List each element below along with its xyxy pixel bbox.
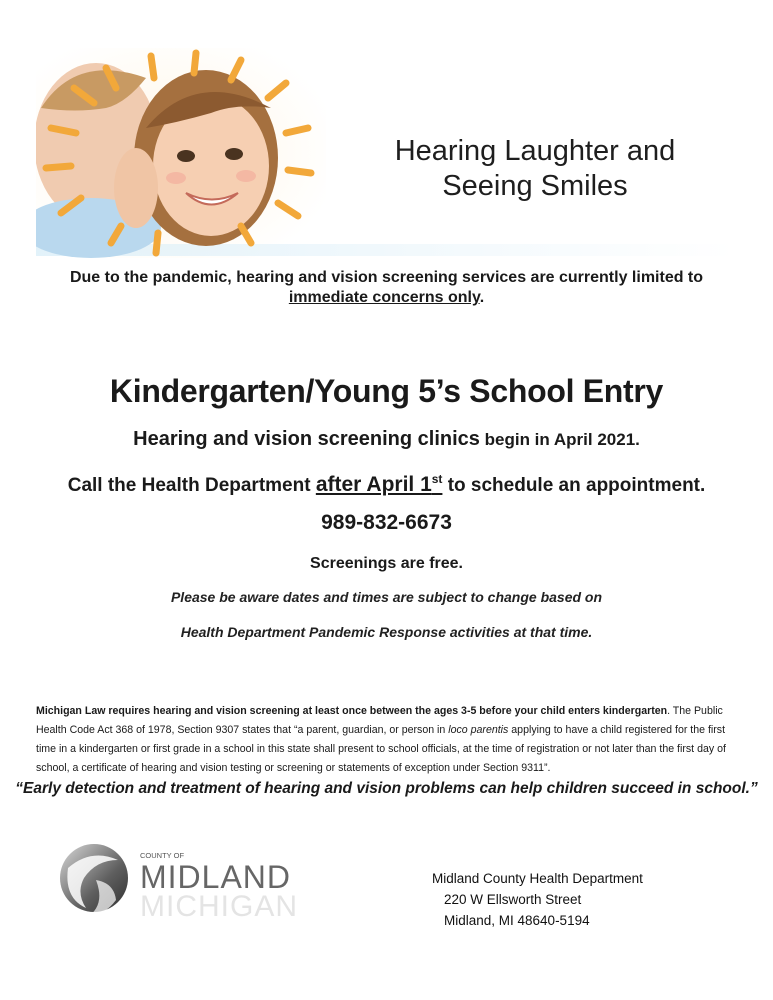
screenings-free: Screenings are free. xyxy=(310,555,463,572)
hero-title-line2: Seeing Smiles xyxy=(442,170,628,202)
phone-number: 989-832-6673 xyxy=(321,511,452,534)
logo-midland: MIDLAND xyxy=(140,859,292,895)
pandemic-notice xyxy=(40,268,733,308)
hero-title xyxy=(330,134,740,204)
michigan-law-paragraph xyxy=(36,702,738,778)
program-title: Kindergarten/Young 5’s School Entry xyxy=(109,373,664,409)
clinics-bold: Hearing and vision screening clinics xyxy=(133,428,480,450)
change-note-line1: Please be aware dates and times are subject to change based on xyxy=(170,589,603,605)
pandemic-emphasis: immediate concerns only xyxy=(288,289,480,306)
address-street: 220 W Ellsworth Street xyxy=(444,892,582,907)
early-detection-quote: “Early detection and treatment of hearing and vision problems can help children succeed in school.” xyxy=(15,780,758,797)
law-italic: loco parentis xyxy=(448,724,509,736)
pandemic-text: Due to the pandemic, hearing and vision screening services are currently limited to xyxy=(69,269,704,286)
law-bold-intro: Michigan Law requires hearing and vision screening at least once between the ages 3-5 before your child enters kindergarten xyxy=(36,705,668,717)
swirl-emblem-icon xyxy=(60,844,128,918)
call-date-suffix: st xyxy=(431,472,443,486)
address-org: Midland County Health Department xyxy=(432,871,643,886)
call-before: Call the Health Department xyxy=(67,475,316,496)
call-date: after April 1 xyxy=(315,473,432,496)
department-address xyxy=(432,868,643,931)
law-text-part1: . The Public Health Code Act 368 of 1978, Section 9307 states that “a parent, guardian, or person in xyxy=(36,705,723,736)
pandemic-period: . xyxy=(479,289,485,306)
midland-county-logo xyxy=(56,838,346,928)
clinics-line xyxy=(0,428,773,451)
change-note-line2: Health Department Pandemic Response activities at that time. xyxy=(180,624,593,640)
logo-michigan: MICHIGAN xyxy=(140,890,298,923)
call-emphasis xyxy=(316,473,443,496)
clinics-rest: begin in April 2021. xyxy=(479,430,640,449)
call-after: to schedule an appointment. xyxy=(442,475,706,496)
call-line xyxy=(0,472,773,497)
hero-title-line1: Hearing Laughter and xyxy=(394,135,676,167)
law-text-part2: applying to have a child registered for the first time in a kindergarten or first grade in a school in this state shall present to school officials, at the time of registration or not later than the first day of school, a certificate of hearing and vision testing or screening or statements of exception under Section 9311”. xyxy=(36,724,726,774)
logo-county-of: COUNTY OF xyxy=(140,851,185,860)
address-city: Midland, MI 48640-5194 xyxy=(444,913,590,928)
